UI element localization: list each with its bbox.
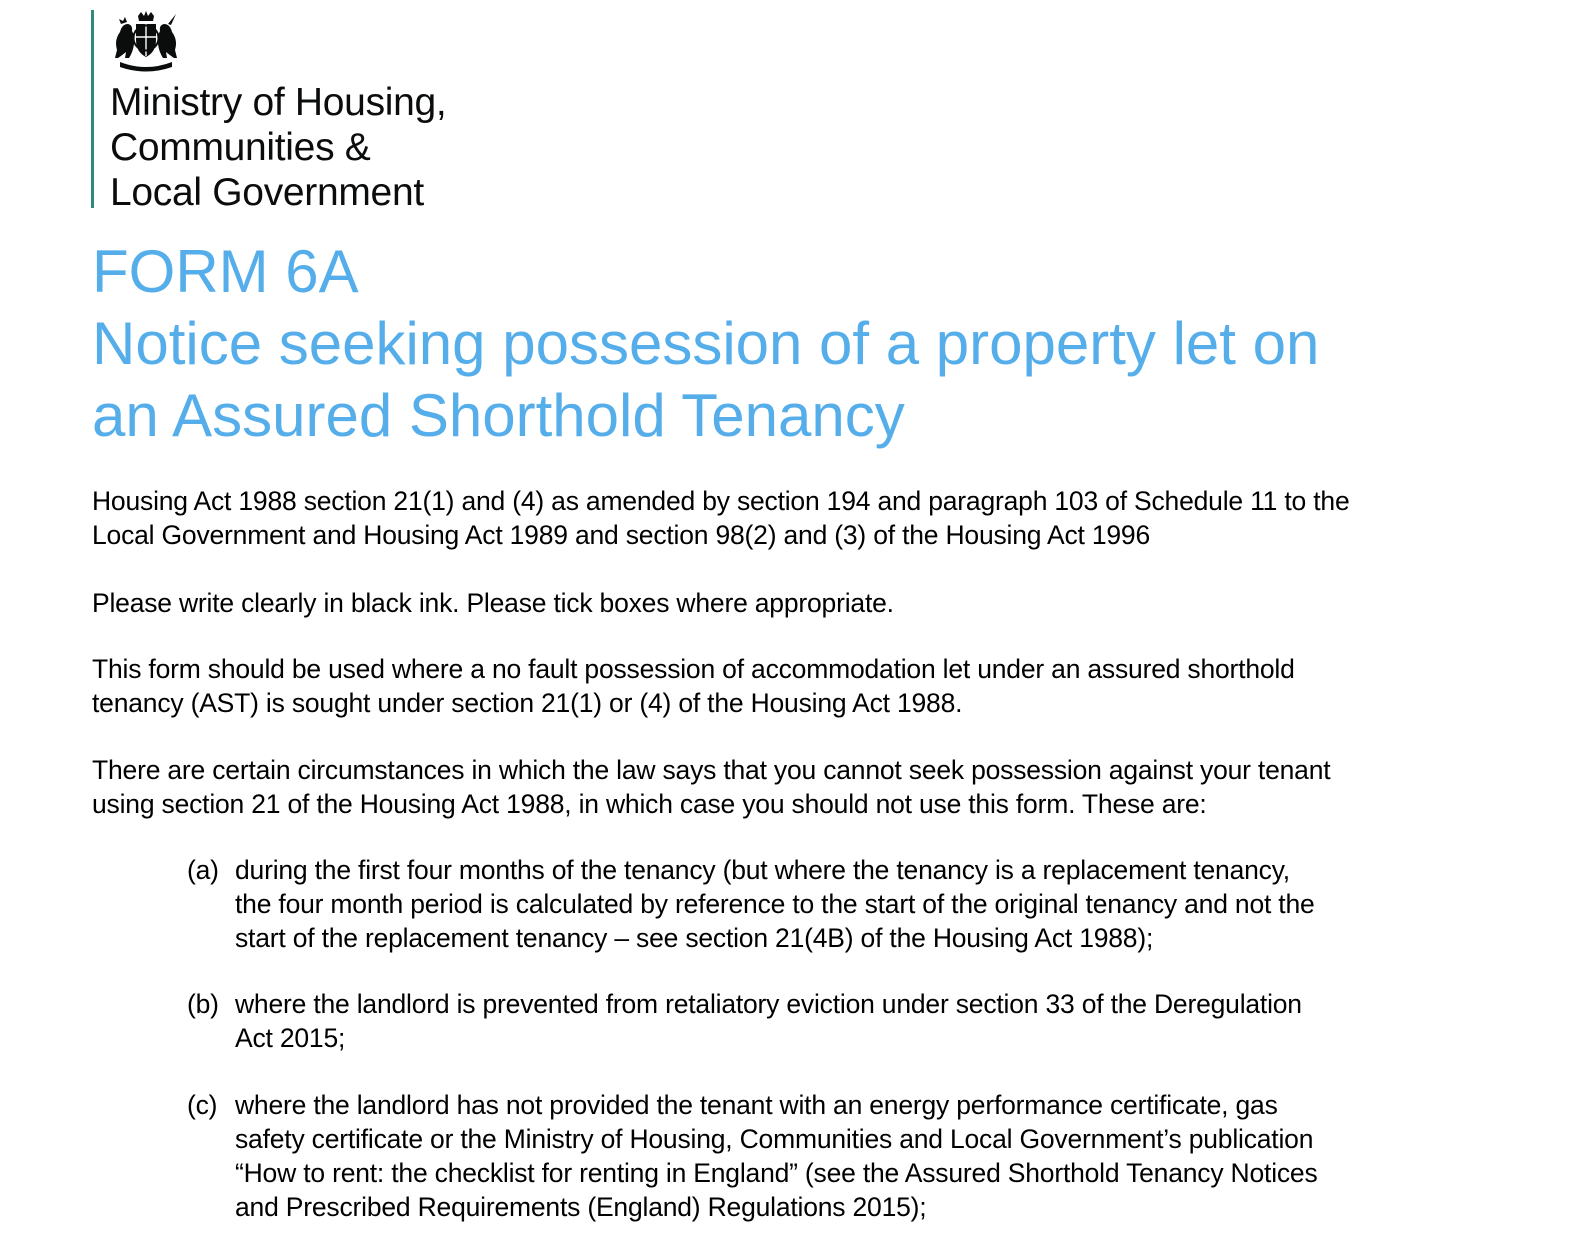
- form-title-line: Notice seeking possession of a property let on: [92, 310, 1320, 377]
- text-line: using section 21 of the Housing Act 1988, in which case you should not use this form. These are:: [92, 789, 1207, 819]
- list-item-text: [235, 1088, 1515, 1224]
- department-name-line: Local Government: [110, 171, 424, 214]
- list-marker: (c): [187, 1090, 218, 1120]
- list-item-text: [235, 987, 1515, 1055]
- form-number: FORM 6A: [92, 238, 359, 305]
- department-name-line: Ministry of Housing,: [110, 81, 447, 124]
- department-name: [110, 80, 446, 215]
- text-line: and Prescribed Requirements (England) Regulations 2015);: [235, 1192, 927, 1222]
- department-name-line: Communities &: [110, 126, 371, 169]
- circumstances-intro: [92, 753, 1522, 821]
- text-line: where the landlord is prevented from retaliatory eviction under section 33 of the Deregulation: [235, 989, 1302, 1019]
- list-marker: (b): [187, 989, 219, 1019]
- list-item-text: [235, 853, 1515, 955]
- text-line: This form should be used where a no fault possession of accommodation let under an assured shorthold: [92, 654, 1295, 684]
- logo-rule: [91, 10, 94, 208]
- text-line: Housing Act 1988 section 21(1) and (4) as amended by section 194 and paragraph 103 of Schedule 11 to the: [92, 486, 1350, 516]
- text-line: There are certain circumstances in which the law says that you cannot seek possession against your tenant: [92, 755, 1331, 785]
- text-line: the four month period is calculated by reference to the start of the original tenancy and not the: [235, 889, 1315, 919]
- text-line: “How to rent: the checklist for renting in England” (see the Assured Shorthold Tenancy Notices: [235, 1158, 1318, 1188]
- form-title: [92, 236, 1532, 452]
- text-line: where the landlord has not provided the tenant with an energy performance certificate, gas: [235, 1090, 1278, 1120]
- text-line: Please write clearly in black ink. Please tick boxes where appropriate.: [92, 588, 894, 618]
- text-line: safety certificate or the Ministry of Housing, Communities and Local Government’s publication: [235, 1124, 1314, 1154]
- instructions: [92, 586, 1522, 620]
- text-line: during the first four months of the tenancy (but where the tenancy is a replacement tenancy,: [235, 855, 1290, 885]
- usage-paragraph: [92, 652, 1522, 720]
- text-line: start of the replacement tenancy – see section 21(4B) of the Housing Act 1988);: [235, 923, 1154, 953]
- text-line: Local Government and Housing Act 1989 and section 98(2) and (3) of the Housing Act 1996: [92, 520, 1151, 550]
- list-marker: (a): [187, 855, 219, 885]
- department-logo: [91, 10, 511, 214]
- text-line: Act 2015;: [235, 1023, 346, 1053]
- legislation-reference: [92, 484, 1522, 552]
- form-title-line: an Assured Shorthold Tenancy: [92, 382, 905, 449]
- text-line: tenancy (AST) is sought under section 21(1) or (4) of the Housing Act 1988.: [92, 688, 963, 718]
- royal-coat-of-arms-icon: [108, 10, 184, 74]
